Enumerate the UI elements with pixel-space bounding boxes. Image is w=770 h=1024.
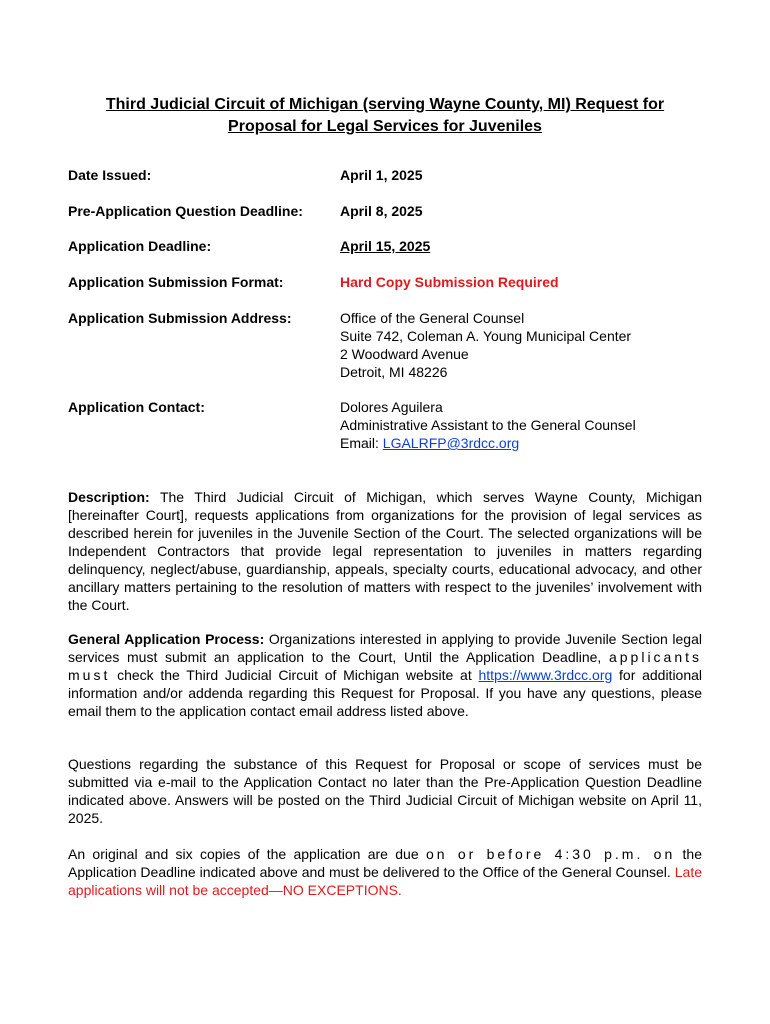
final-spaced-deadline: on or before 4:30 p.m. on (425, 846, 676, 862)
general-process-text-middle: check the Third Judicial Circuit of Michigan website at (117, 667, 472, 683)
contact-name: Dolores Aguilera (340, 399, 443, 415)
general-process-spaced-words: applicants must (68, 649, 703, 683)
application-deadline-value: April 15, 2025 (340, 238, 431, 254)
general-process-text-after: for additional information and/or addenda regarding this Request for Proposal. If you have any questions, please email them to the application contact email address listed above. (68, 667, 703, 719)
description-text: The Third Judicial Circuit of Michigan, which serves Wayne County, Michigan [hereinafter Court], requests applications from organizations for the provision of legal services as described herein for juveniles in the Juvenile Section of the Court. The selected organizations will be Independent Contractors that provide legal representation to juveniles in matters regarding delinquency, neglect/abuse, guardianship, appeals, specialty courts, educational advocacy, and other ancillary matters pertaining to the resolution of matters with respect to the juveniles’ involvement with the Court. (68, 489, 702, 613)
submission-format-label: Application Submission Format: (68, 274, 284, 290)
final-text-after: the Application Deadline indicated above and must be delivered to the Office of the General Counsel. (68, 846, 703, 880)
address-line-street: 2 Woodward Avenue (340, 346, 469, 362)
document-title (40, 94, 730, 138)
final-paragraph (68, 845, 702, 899)
date-issued-value: April 1, 2025 (340, 167, 423, 183)
title-line-2: Proposal for Legal Services for Juveniles (228, 118, 542, 135)
submission-address-label: Application Submission Address: (68, 310, 292, 326)
address-line-suite: Suite 742, Coleman A. Young Municipal Center (340, 328, 632, 344)
submission-address-value (340, 309, 631, 381)
question-deadline-label: Pre-Application Question Deadline: (68, 203, 303, 219)
final-text-before: An original and six copies of the application are due (68, 846, 419, 862)
general-process-text-before: Organizations interested in applying to provide Juvenile Section legal services must submit an application to the Court, Until the Application Deadline, (68, 631, 702, 665)
application-contact-label: Application Contact: (68, 399, 205, 415)
contact-email-line (340, 434, 636, 452)
application-deadline-label: Application Deadline: (68, 238, 212, 254)
questions-paragraph: Questions regarding the substance of this Request for Proposal or scope of services must be submitted via e-mail to the Application Contact no later than the Pre-Application Question Deadline indicated above. Answers will be posted on the Third Judicial Circuit of Michigan website on April 11, 2025. (68, 756, 702, 826)
address-line-city: Detroit, MI 48226 (340, 364, 448, 380)
general-process-heading: General Application Process: (68, 631, 265, 647)
general-process-paragraph (68, 630, 702, 720)
description-heading: Description: (68, 489, 150, 505)
late-applications-warning: Late applications will not be accepted—NO EXCEPTIONS. (68, 864, 703, 898)
court-website-link[interactable]: https://www.3rdcc.org (478, 667, 613, 683)
contact-email-link[interactable]: LGALRFP@3rdcc.org (382, 435, 520, 451)
application-contact-value (340, 398, 636, 452)
contact-role: Administrative Assistant to the General Counsel (340, 417, 636, 433)
contact-email-prefix: Email: (340, 435, 383, 451)
submission-format-value: Hard Copy Submission Required (340, 274, 559, 290)
date-issued-label: Date Issued: (68, 167, 152, 183)
description-paragraph (68, 488, 702, 614)
address-line-office: Office of the General Counsel (340, 310, 525, 326)
title-line-1: Third Judicial Circuit of Michigan (serving Wayne County, MI) Request for (105, 96, 665, 113)
question-deadline-value: April 8, 2025 (340, 203, 423, 219)
